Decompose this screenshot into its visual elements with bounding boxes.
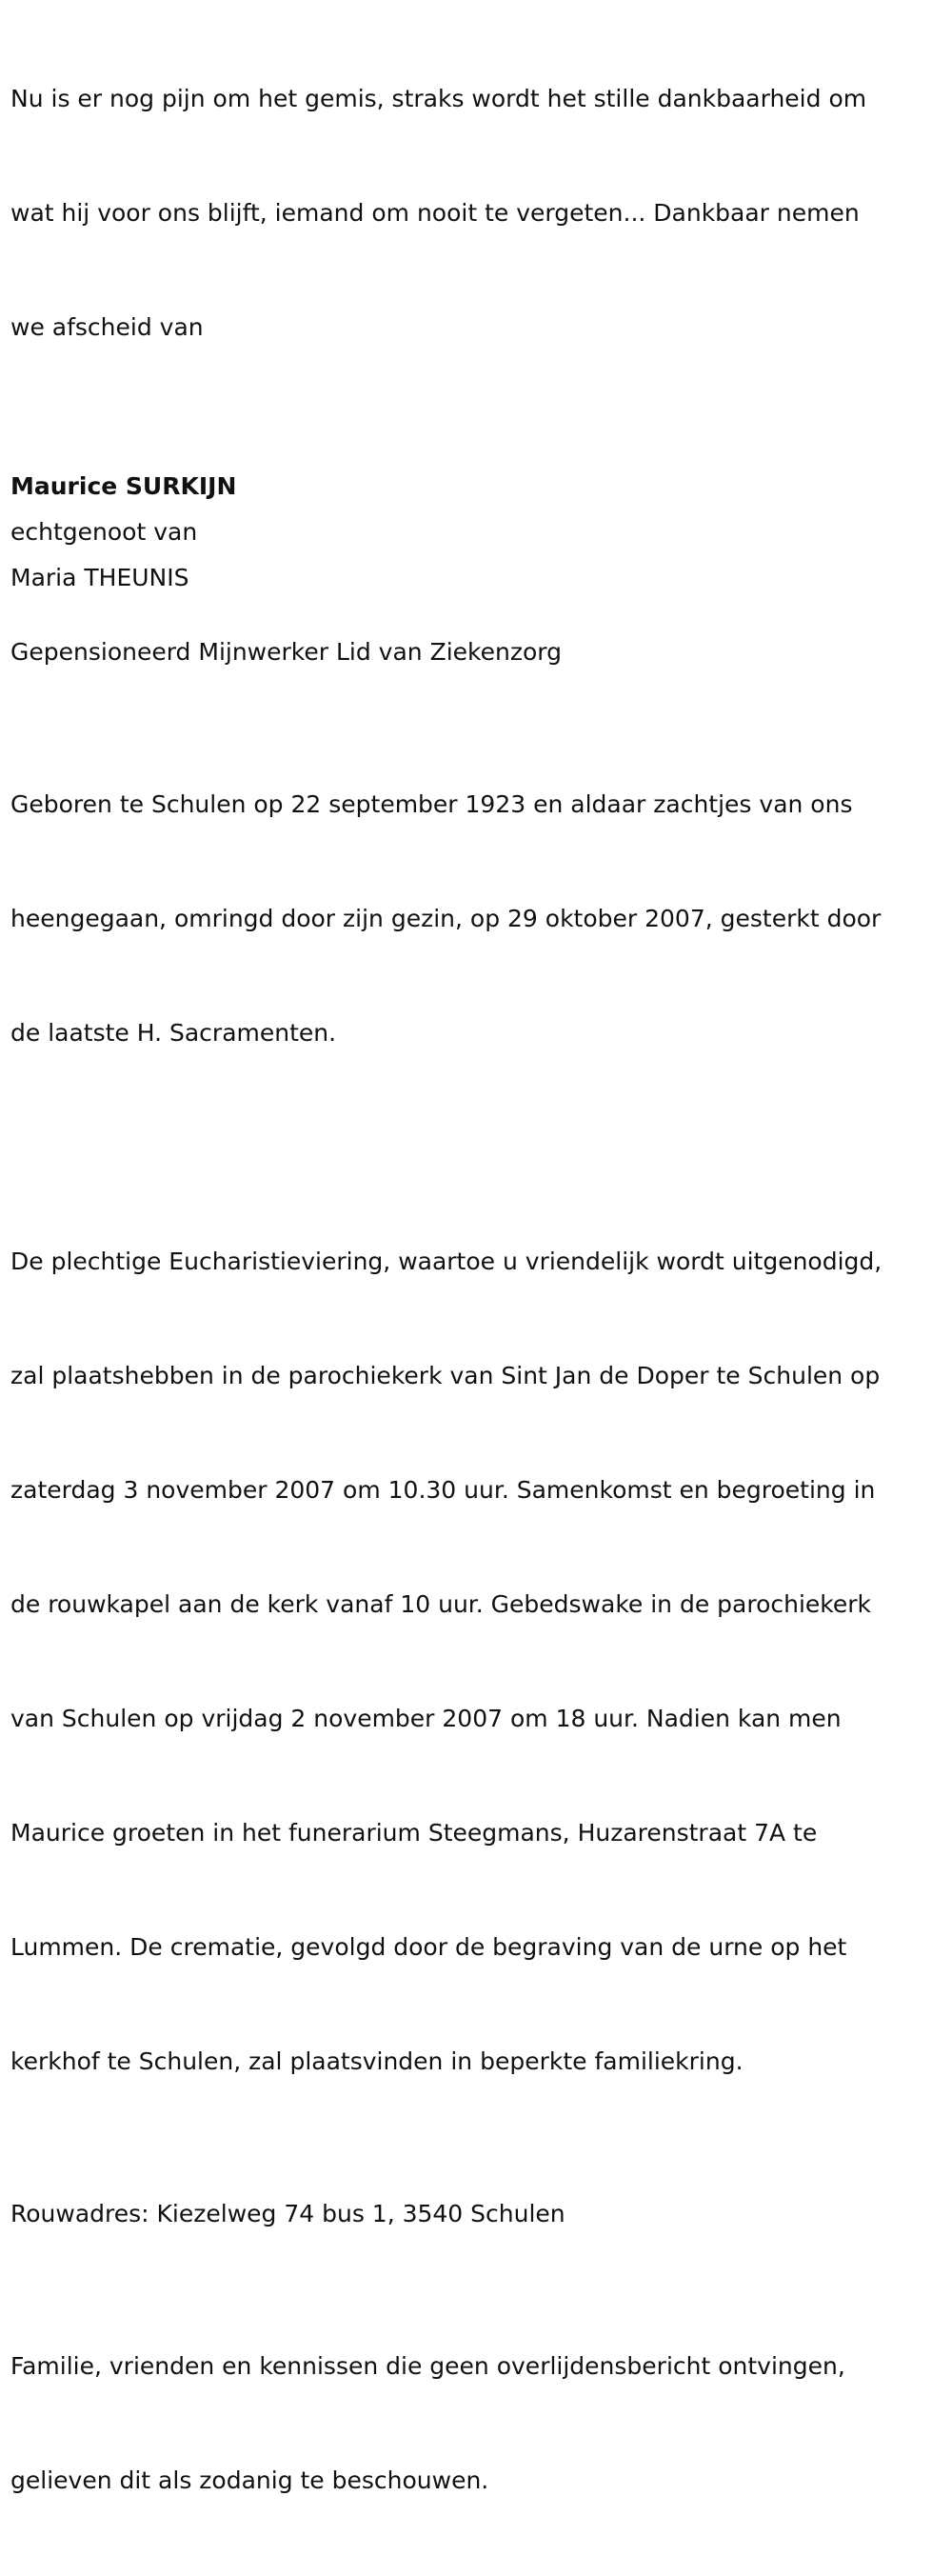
spouse-name: Maria THEUNIS <box>10 564 189 591</box>
notice-line: gelieven dit als zodanig te beschouwen. <box>10 2466 489 2494</box>
intro-line: wat hij voor ons blijft, iemand om nooit te vergeten... Dankbaar nemen <box>10 199 860 227</box>
birth-line: de laatste H. Sacramenten. <box>10 1019 337 1047</box>
ceremony-line: van Schulen op vrijdag 2 november 2007 om 18 uur. Nadien kan men <box>10 1705 842 1732</box>
obituary-document <box>10 0 943 2576</box>
occupation-line: Gepensioneerd Mijnwerker Lid van Ziekenzorg <box>10 638 562 666</box>
intro-line: Nu is er nog pijn om het gemis, straks wordt het stille dankbaarheid om <box>10 85 867 112</box>
spouse-label: echtgenoot van <box>10 518 198 546</box>
intro-line: we afscheid van <box>10 313 204 341</box>
ceremony-paragraph <box>10 1167 943 2157</box>
birth-line: heengegaan, omringd door zijn gezin, op 29 oktober 2007, gesterkt door <box>10 905 882 932</box>
ceremony-line: de rouwkapel aan de kerk vanaf 10 uur. Gebedswake in de parochiekerk <box>10 1590 872 1618</box>
ceremony-line: Lummen. De crematie, gevolgd door de begraving van de urne op het <box>10 1933 847 1961</box>
ceremony-line: Maurice groeten in het funerarium Steegmans, Huzarenstraat 7A te <box>10 1819 818 1847</box>
intro-paragraph <box>10 4 943 423</box>
deceased-name: Maurice SURKIJN <box>10 472 237 500</box>
birth-paragraph <box>10 709 943 1128</box>
birth-line: Geboren te Schulen op 22 september 1923 en aldaar zachtjes van ons <box>10 790 853 818</box>
mourning-address: Rouwadres: Kiezelweg 74 bus 1, 3540 Schulen <box>10 2200 565 2227</box>
ceremony-line: De plechtige Eucharistieviering, waartoe u vriendelijk wordt uitgenodigd, <box>10 1248 883 1275</box>
notice-line: Familie, vrienden en kennissen die geen overlijdensbericht ontvingen, <box>10 2352 845 2380</box>
notice-paragraph <box>10 2271 943 2576</box>
ceremony-line: kerkhof te Schulen, zal plaatsvinden in beperkte familiekring. <box>10 2047 744 2075</box>
ceremony-line: zaterdag 3 november 2007 om 10.30 uur. Samenkomst en begroeting in <box>10 1476 876 1504</box>
ceremony-line: zal plaatshebben in de parochiekerk van Sint Jan de Doper te Schulen op <box>10 1362 881 1389</box>
